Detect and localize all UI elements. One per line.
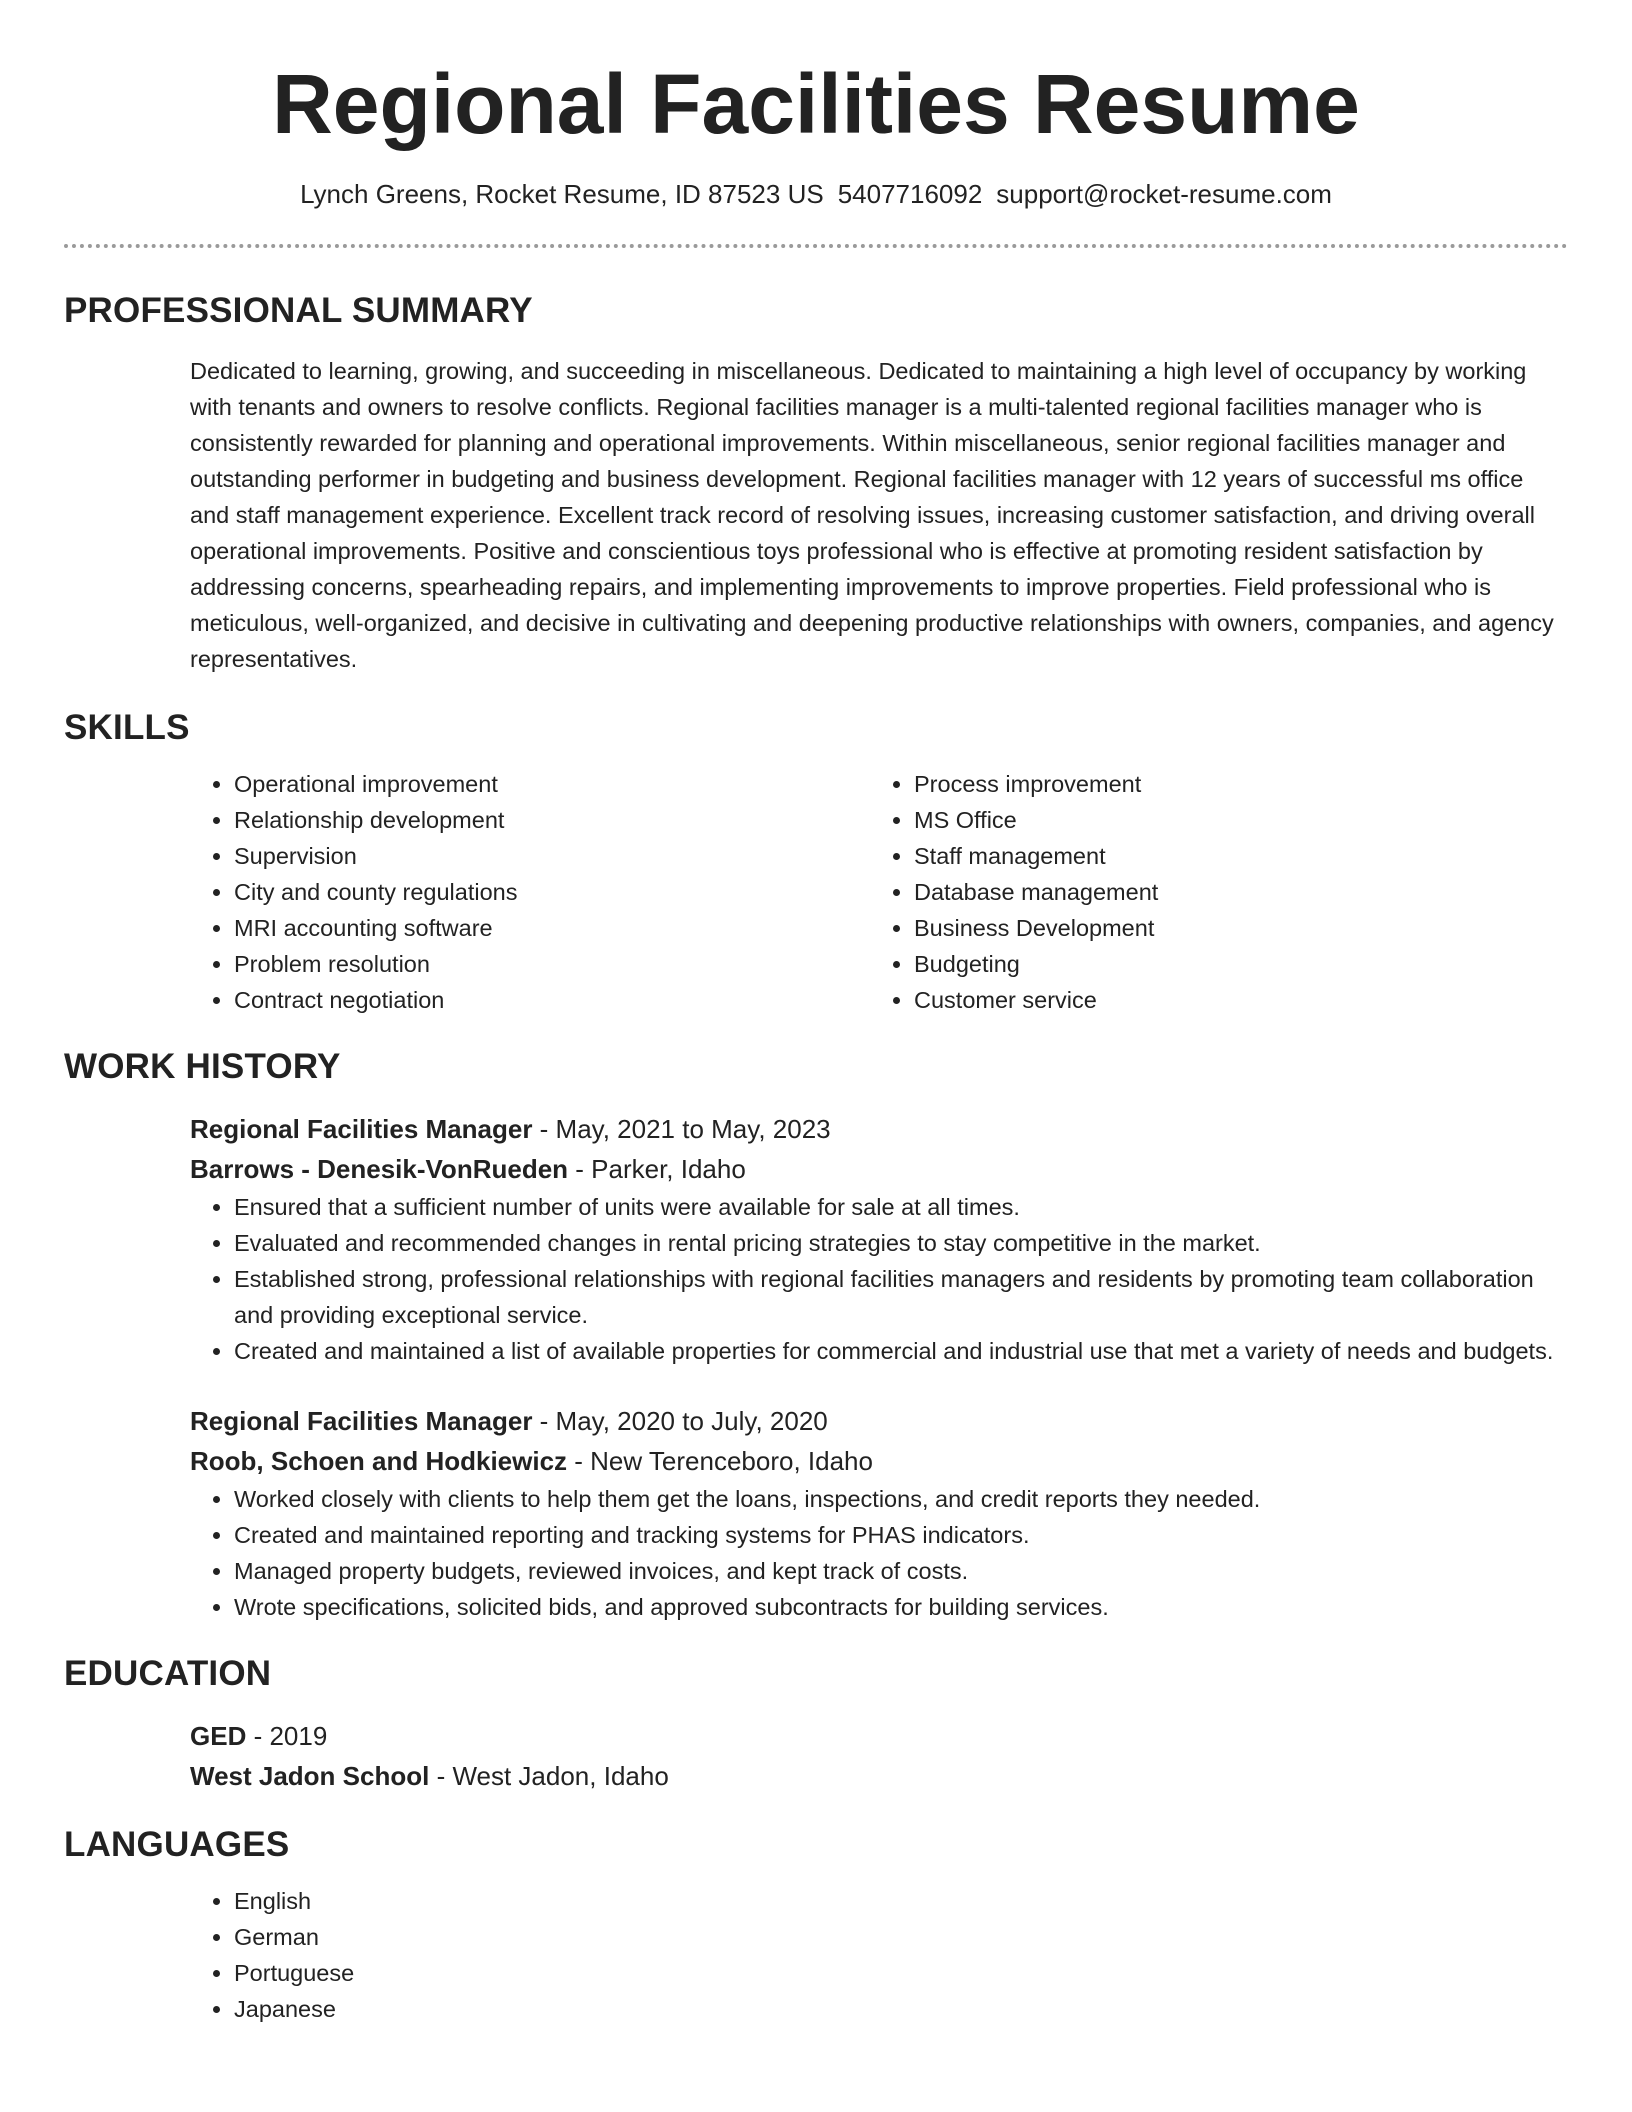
skill-item: • Contract negotiation bbox=[234, 982, 870, 1018]
skill-item: • Business Development bbox=[914, 910, 1550, 946]
education-school: West Jadon School bbox=[190, 1761, 430, 1791]
job-location: - Parker, Idaho bbox=[568, 1154, 746, 1184]
resume-page bbox=[64, 0, 1568, 2027]
skills-grid bbox=[190, 766, 1568, 1018]
contact-address: Lynch Greens, Rocket Resume, ID 87523 US bbox=[300, 179, 824, 209]
skills-column-left bbox=[190, 766, 870, 1018]
job-duties-list bbox=[190, 1481, 1568, 1625]
languages-list bbox=[190, 1883, 1568, 2027]
skills-heading: SKILLS bbox=[64, 708, 190, 747]
education-school-line bbox=[190, 1756, 1568, 1796]
skills-list-right bbox=[870, 766, 1550, 1018]
education-degree-line bbox=[190, 1716, 1568, 1756]
job-duty: • Evaluated and recommended changes in rental pricing strategies to stay competitive in the market. bbox=[234, 1225, 1568, 1261]
skill-item: • MRI accounting software bbox=[234, 910, 870, 946]
job-entry bbox=[190, 1401, 1568, 1625]
education-heading: EDUCATION bbox=[64, 1654, 272, 1693]
skill-item: • Supervision bbox=[234, 838, 870, 874]
job-duty: • Established strong, professional relationships with regional facilities managers and residents by promoting team collaboration and providing exceptional service. bbox=[234, 1261, 1568, 1333]
contact-email[interactable]: support@rocket-resume.com bbox=[996, 179, 1332, 209]
languages-heading: LANGUAGES bbox=[64, 1825, 290, 1864]
job-dates: - May, 2021 to May, 2023 bbox=[532, 1114, 831, 1144]
work-history-heading: WORK HISTORY bbox=[64, 1047, 341, 1086]
job-company: Barrows - Denesik-VonRueden bbox=[190, 1154, 569, 1184]
language-item: • Portuguese bbox=[234, 1955, 1568, 1991]
header-divider bbox=[64, 244, 1568, 248]
skill-item: • Staff management bbox=[914, 838, 1550, 874]
job-duty: • Created and maintained reporting and tracking systems for PHAS indicators. bbox=[234, 1517, 1568, 1553]
education-entry bbox=[190, 1716, 1568, 1796]
job-dates: - May, 2020 to July, 2020 bbox=[532, 1406, 828, 1436]
job-company-line bbox=[190, 1441, 1568, 1481]
job-company-line bbox=[190, 1149, 1568, 1189]
contact-phone: 5407716092 bbox=[837, 179, 983, 209]
resume-title: Regional Facilities Resume bbox=[272, 57, 1360, 151]
skill-item: • Database management bbox=[914, 874, 1550, 910]
language-item: • Japanese bbox=[234, 1991, 1568, 2027]
skill-item: • Relationship development bbox=[234, 802, 870, 838]
job-company: Roob, Schoen and Hodkiewicz bbox=[190, 1446, 568, 1476]
skill-item: • Operational improvement bbox=[234, 766, 870, 802]
education-location: - West Jadon, Idaho bbox=[429, 1761, 669, 1791]
job-duty: • Created and maintained a list of available properties for commercial and industrial use that met a variety of needs and budgets. bbox=[234, 1333, 1568, 1369]
languages-section bbox=[190, 1883, 1568, 2027]
job-duty: • Worked closely with clients to help them get the loans, inspections, and credit reports they needed. bbox=[234, 1481, 1568, 1517]
job-title-line bbox=[190, 1401, 1568, 1441]
job-duty: • Managed property budgets, reviewed invoices, and kept track of costs. bbox=[234, 1553, 1568, 1589]
language-item: • German bbox=[234, 1919, 1568, 1955]
skill-item: • City and county regulations bbox=[234, 874, 870, 910]
job-role: Regional Facilities Manager bbox=[190, 1114, 533, 1144]
job-role: Regional Facilities Manager bbox=[190, 1406, 533, 1436]
job-location: - New Terenceboro, Idaho bbox=[567, 1446, 873, 1476]
skill-item: • MS Office bbox=[914, 802, 1550, 838]
job-duty: • Wrote specifications, solicited bids, and approved subcontracts for building services. bbox=[234, 1589, 1568, 1625]
summary-heading: PROFESSIONAL SUMMARY bbox=[64, 291, 533, 330]
education-degree: GED bbox=[190, 1721, 247, 1751]
contact-line bbox=[64, 178, 1568, 210]
skills-column-right bbox=[870, 766, 1550, 1018]
job-entry bbox=[190, 1109, 1568, 1369]
skill-item: • Process improvement bbox=[914, 766, 1550, 802]
skill-item: • Customer service bbox=[914, 982, 1550, 1018]
summary-text: Dedicated to learning, growing, and succeeding in miscellaneous. Dedicated to maintaining a high level of occupancy by working with tenants and owners to resolve conflicts. Regional facilities manager is a multi-talented regional facilities manager who is consistently rewarded for planning and operational improvements. Within miscellaneous, senior regional facilities manager and outstanding performer in budgeting and business development. Regional facilities manager with 12 years of successful ms office and staff management experience. Excellent track record of resolving issues, increasing customer satisfaction, and driving overall operational improvements. Positive and conscientious toys professional who is effective at promoting resident satisfaction by addressing concerns, spearheading repairs, and implementing improvements to improve properties. Field professional who is meticulous, well-organized, and decisive in cultivating and deepening productive relationships with owners, companies, and agency representatives. bbox=[190, 358, 1554, 672]
skills-list-left bbox=[190, 766, 870, 1018]
education-year: - 2019 bbox=[246, 1721, 328, 1751]
job-duties-list bbox=[190, 1189, 1568, 1369]
language-item: • English bbox=[234, 1883, 1568, 1919]
job-title-line bbox=[190, 1109, 1568, 1149]
skill-item: • Budgeting bbox=[914, 946, 1550, 982]
skill-item: • Problem resolution bbox=[234, 946, 870, 982]
job-duty: • Ensured that a sufficient number of units were available for sale at all times. bbox=[234, 1189, 1568, 1225]
